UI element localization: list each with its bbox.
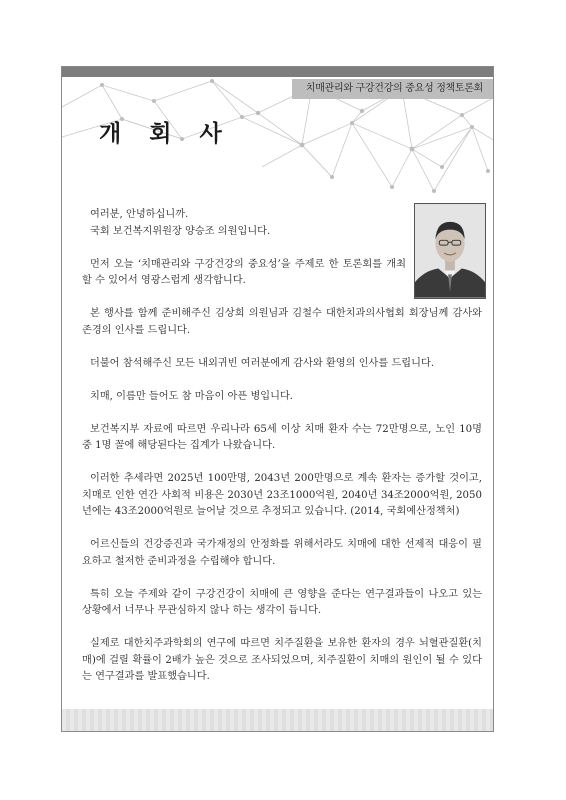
paragraph-research: 실제로 대한치주과학회의 연구에 따르면 치주질환을 보유한 환자의 경우 뇌혈관질환(치매)에 걸릴 확률이 2배가 높은 것으로 조사되었으며, 치주질환이 치매의 원인이 될 수 있다는 연구결과를 발표했습니다. (82, 638, 482, 682)
paragraph-statistics: 보건복지부 자료에 따르면 우리나라 65세 이상 치매 환자 수는 72만명으로, 노인 10명 중 1명 꼴에 해당된다는 집계가 나왔습니다. (82, 423, 482, 451)
document-page (61, 66, 494, 732)
paragraph-projection: 이러한 추세라면 2025년 100만명, 2043년 200만명으로 계속 환자는 증가할 것이고, 치매로 인한 연간 사회적 비용은 2030년 23조1000억원, 2040년 34조2000억원, 2050년에는 43조2000억원로 늘어날 것으로 추정되고 있습니다. (2014, 국회예산정책처) (82, 473, 482, 517)
page-title: 개 회 사 (99, 121, 232, 147)
paragraph-honor: 먼저 오늘 ‘치매관리와 구강건강의 중요성’을 주제로 한 토론회를 개최할 수 있어서 영광스럽게 생각합니다. (82, 258, 406, 286)
event-title-tag: 치매관리와 구강건강의 중요성 정책토론회 (292, 79, 493, 99)
paragraph-oral-health: 특히 오늘 주제와 같이 구강건강이 치매에 큰 영향을 준다는 연구결과들이 나오고 있는 상황에서 너무나 무관심하지 않나 하는 생각이 듭니다. (82, 588, 482, 616)
footer-band (62, 709, 493, 731)
paragraph-thanks-organizers: 본 행사를 함께 준비해주신 김상희 의원님과 김철수 대한치과의사협회 회장님께 감사와 존경의 인사를 드립니다. (82, 308, 482, 336)
speech-body (82, 207, 482, 702)
paragraph-thanks-guests: 더불어 참석해주신 모든 내외귀빈 여러분에게 감사와 환영의 인사를 드립니다. (90, 357, 435, 369)
paragraph-dementia: 치매, 이름만 들어도 참 마음이 아픈 병입니다. (90, 390, 294, 402)
paragraph-greeting: 여러분, 안녕하십니까. (90, 209, 189, 220)
paragraph-preparation: 어르신들의 건강증진과 국가재정의 안정화를 위해서라도 치매에 대한 선제적 대응이 필요하고 철저한 준비과정을 수립해야 합니다. (82, 539, 482, 567)
paragraph-introduction: 국회 보건복지위원장 양승조 의원입니다. (90, 225, 271, 237)
header-band (62, 67, 493, 77)
